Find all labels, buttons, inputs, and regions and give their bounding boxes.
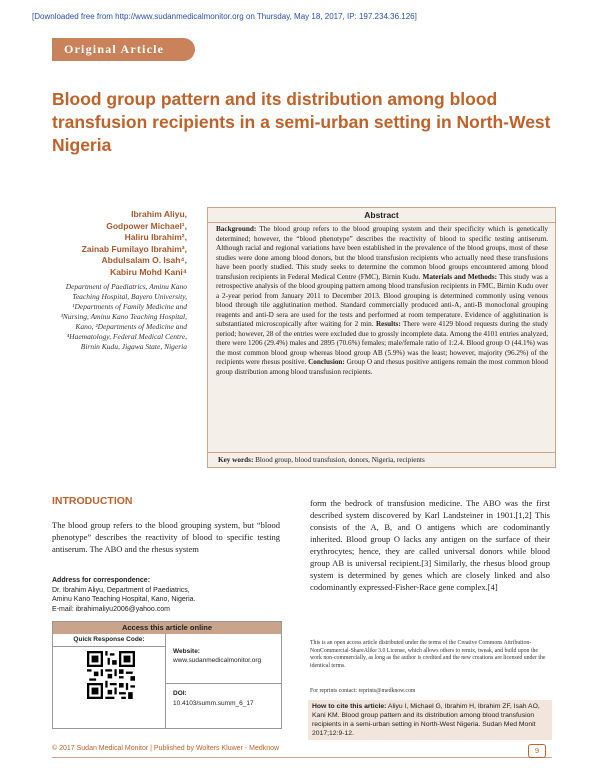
correspondence-heading: Address for correspondence:: [52, 577, 151, 584]
abstract-text: [216, 225, 548, 377]
doi-label: DOI:: [173, 690, 187, 697]
website-link[interactable]: www.sudanmedicalmonitor.org: [173, 657, 262, 664]
doi-value[interactable]: 10.4103/summ.summ_6_17: [173, 700, 254, 707]
keywords-label: Key words:: [218, 456, 254, 464]
correspondence-email[interactable]: E-mail: ibrahimaliyu2006@yahoo.com: [52, 605, 170, 613]
website-label: Website:: [173, 648, 200, 655]
introduction-heading: INTRODUCTION: [52, 495, 133, 507]
how-to-cite-box: [308, 700, 552, 740]
methods-text: This study was a retrospective analysis of the blood grouping pattern among blood transfusion recipients in FMC, Birnin Kudu over a 2-year period from January 2011 to December 2013. Blood grouping is determined commonly using venous blood through tile agglutination method. Standard commercially produced anti-A, anti-B monoclonal grouping reagents and anti-D sera are used for the tests and performed at room temperature. Evidence of agglutination is substantiated microscopically after waiting for 2 min.: [216, 272, 548, 328]
author-name: Ibrahim Aliyu,: [131, 209, 187, 219]
author-name: Abdulsalam O. Isah⁴,: [101, 255, 187, 265]
background-text: The blood group refers to the blood grouping system and their specificity which is genetically determined; however, the “blood phenotype” describes the reactivity of blood to specific testing antiserum. Although racial and regional variations have been established in the prevalence of the blood groups, most of these studies were done among blood donors, but the blood transfusion recipients who actually need these transfusions have been poorly studied. This study seeks to determine the common blood groups encountered among blood transfusion recipients in Federal Medical Centre (FMC), Birnin Kudu.: [216, 225, 549, 281]
reprints-text: For reprints contact: reprints@medknow.com: [310, 688, 416, 694]
background-label: Background:: [216, 225, 257, 233]
access-heading: Access this article online: [53, 622, 281, 634]
author-name: Haliru Ibrahim²,: [124, 232, 187, 242]
section-label-bar: [52, 38, 195, 61]
page-number: 9: [528, 744, 546, 758]
author-list: [27, 209, 187, 278]
author-affiliation: Department of Paediatrics, Aminu Kano Teaching Hospital, Bayero University, ¹Departments of Family Medicine and ³Nursing, Aminu Kano Teaching Hospital, Kano, ²Departments of Medicine and ⁴Haematology, Federal Medical Centre, Birnin Kudu, Jigawa State, Nigeria: [60, 282, 187, 351]
conclusion-text: Group O and rhesus positive antigens remain the most common blood group distribution among blood transfusion recipients.: [216, 358, 549, 376]
access-hline: [166, 683, 281, 684]
footer-rule: [52, 757, 552, 758]
author-name: Zainab Fumilayo Ibrahim³,: [81, 243, 187, 254]
keywords-text: Blood group, blood transfusion, donors, Nigeria, recipients: [255, 456, 425, 464]
how-to-cite-text: Aliyu I, Michael G, Ibrahim H, Ibrahim ZF, Isah AO, Kani KM. Blood group pattern and its distribution among blood transfusion recipients in a semi-urban setting in North-West Nigeria. Sudan Med Monit 2017;12:9-12.: [312, 703, 540, 737]
correspondence-address: Aminu Kano Teaching Hospital, Kano, Nigeria.: [52, 596, 196, 603]
author-name: Godpower Michael¹,: [106, 220, 187, 231]
qr-label: Quick Response Code:: [53, 634, 166, 647]
article-title: Blood group pattern and its distribution among blood transfusion recipients in a semi-urban setting in North-West Nigeria: [52, 89, 551, 155]
methods-label: Materials and Methods:: [422, 272, 497, 281]
conclusion-label: Conclusion:: [308, 358, 345, 366]
abstract-box: [207, 207, 556, 468]
download-notice: [Downloaded free from http://www.sudanmedicalmonitor.org on Thursday, May 18, 2017, IP: 197.234.36.126]: [32, 12, 417, 21]
access-online-box: [52, 621, 282, 729]
abstract-heading: Abstract: [208, 208, 555, 223]
introduction-continuation: form the bedrock of transfusion medicine. The ABO was the first described system discovered by Karl Landsteiner in 1901.[1,2] This consists of the A, B, and O antigens which are codominantly inherited. Blood group O lacks any antigen on the surface of their erythrocytes; hence, they are called universal donors while blood group AB is universal recipient.[3] Similarly, the rhesus blood group system is determined by genes which are closely linked and also codominantly expressed-Fisher-Race gene complex.[4]: [310, 498, 550, 592]
how-to-cite-label: How to cite this article:: [312, 703, 387, 710]
introduction-paragraph: The blood group refers to the blood grouping system, but “blood phenotype” describes the reactivity of blood to specific testing antiserum. The ABO and the rhesus system: [52, 520, 280, 554]
access-divider: [165, 634, 166, 728]
license-text: This is an open access article distributed under the terms of the Creative Commons Attribution-NonCommercial-ShareAlike 3.0 License, which allows others to remix, tweak, and build upon the work non-commercially, as long as the author is credited and the new creations are licensed under the identical terms.: [310, 640, 546, 669]
footer-text: © 2017 Sudan Medical Monitor | Published by Wolters Kluwer - Medknow: [52, 745, 280, 752]
author-name: Kabiru Mohd Kani⁴: [110, 266, 187, 277]
keywords: [208, 452, 555, 468]
correspondence-name: Dr. Ibrahim Aliyu, Department of Paediatrics,: [52, 586, 190, 594]
results-text: There were 4129 blood requests during the study period; however, 28 of the entries were excluded due to grossly incomplete data. Among the 4101 entries analyzed, there were 1206 (29.4%) males and 2895 (70.6%) females; male/female ratio of 1:2.4. Blood group O (44.1%) was the most common blood group whereas blood group AB (5.9%) was the least; however, majority (96.2%) of the recipients were rhesus positive.: [216, 320, 548, 366]
section-label: Original Article: [64, 42, 165, 56]
correspondence-block: [52, 576, 280, 614]
results-label: Results:: [375, 320, 401, 328]
qr-code-icon[interactable]: [87, 651, 135, 699]
